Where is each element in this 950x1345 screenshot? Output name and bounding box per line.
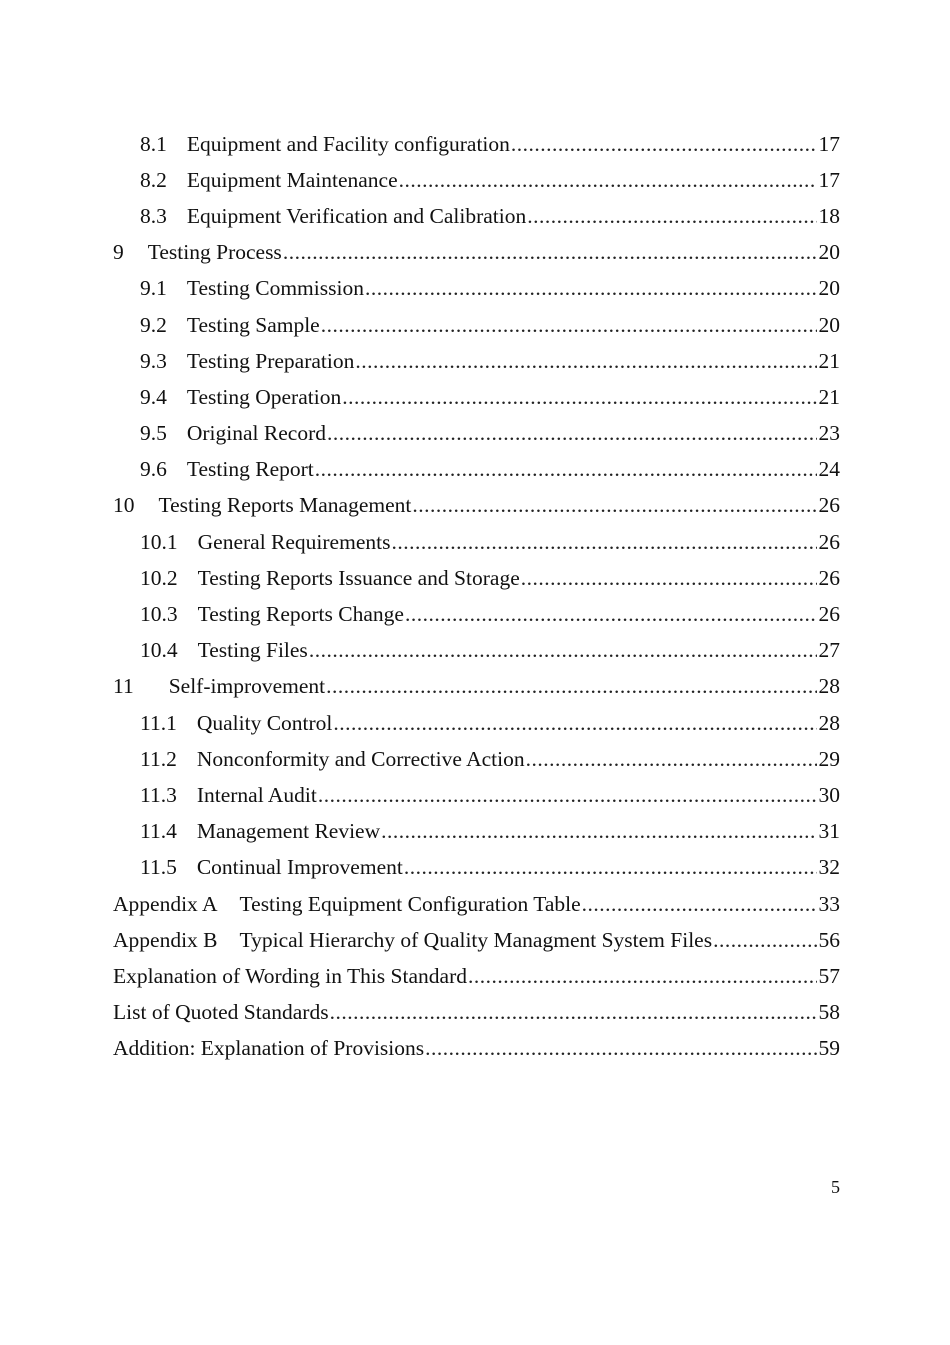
dot-leader — [309, 638, 817, 663]
table-of-contents — [113, 126, 840, 1067]
toc-entry-page: 32 — [818, 855, 840, 880]
toc-entry-title: Equipment and Facility configuration — [186, 131, 510, 156]
toc-entry-page: 21 — [818, 384, 840, 409]
dot-leader — [326, 674, 816, 699]
toc-entry-title: Testing Operation — [186, 384, 342, 409]
dot-leader — [355, 349, 816, 374]
toc-entry-number: 9.5 — [140, 421, 167, 446]
toc-entry[interactable] — [113, 488, 840, 524]
toc-entry-number: 8.2 — [140, 167, 167, 192]
dot-leader — [399, 168, 817, 193]
toc-entry-title: Typical Hierarchy of Quality Managment System Files — [239, 927, 713, 952]
dot-leader — [425, 1036, 816, 1061]
toc-entry-number: 11.2 — [140, 746, 177, 771]
toc-entry[interactable] — [113, 596, 840, 632]
toc-entry-title: Testing Process — [147, 240, 282, 265]
toc-entry[interactable] — [113, 633, 840, 669]
dot-leader — [521, 566, 817, 591]
dot-leader — [333, 711, 816, 736]
toc-entry[interactable] — [113, 814, 840, 850]
toc-entry-number: 11.1 — [140, 710, 177, 735]
toc-entry-number: 9.6 — [140, 457, 167, 482]
toc-entry[interactable] — [113, 669, 840, 705]
toc-entry-page: 58 — [818, 1000, 840, 1025]
toc-entry-title: Management Review — [196, 819, 381, 844]
dot-leader — [468, 964, 817, 989]
toc-entry-number: 9 — [113, 240, 124, 265]
toc-entry-number: 11.3 — [140, 782, 177, 807]
toc-entry-title: Testing Reports Change — [197, 602, 404, 627]
dot-leader — [526, 747, 817, 772]
toc-entry-title: Quality Control — [196, 710, 333, 735]
dot-leader — [318, 783, 817, 808]
toc-entry-title: Testing Sample — [186, 312, 320, 337]
toc-entry-page: 21 — [818, 348, 840, 373]
toc-entry-page: 26 — [818, 602, 840, 627]
toc-entry-page: 17 — [818, 131, 840, 156]
toc-entry-number: 9.3 — [140, 348, 167, 373]
toc-entry[interactable] — [113, 922, 840, 958]
dot-leader — [283, 240, 817, 265]
dot-leader — [391, 530, 816, 555]
toc-entry-page: 18 — [818, 203, 840, 228]
toc-entry-title: Testing Commission — [186, 276, 364, 301]
toc-entry-page: 26 — [818, 493, 840, 518]
toc-entry-page: 28 — [818, 710, 840, 735]
toc-entry-number: 8.3 — [140, 203, 167, 228]
toc-entry[interactable] — [113, 379, 840, 415]
dot-leader — [381, 819, 816, 844]
dot-leader — [330, 1000, 817, 1025]
toc-entry-title: Testing Reports Management — [158, 493, 412, 518]
toc-entry-title: Explanation of Wording in This Standard — [113, 963, 467, 988]
dot-leader — [511, 132, 817, 157]
dot-leader — [582, 892, 817, 917]
toc-entry-page: 17 — [818, 167, 840, 192]
toc-entry-page: 26 — [818, 529, 840, 554]
toc-entry[interactable] — [113, 1031, 840, 1067]
toc-entry[interactable] — [113, 995, 840, 1031]
toc-entry-title: Testing Reports Issuance and Storage — [197, 565, 520, 590]
toc-entry-page: 59 — [818, 1036, 840, 1061]
dot-leader — [327, 421, 817, 446]
toc-entry-number: Appendix B — [113, 927, 218, 952]
toc-entry-number: 10.2 — [140, 565, 178, 590]
toc-entry[interactable] — [113, 850, 840, 886]
toc-entry[interactable] — [113, 198, 840, 234]
page-number: 5 — [831, 1177, 840, 1197]
toc-entry-number: 10.4 — [140, 638, 178, 663]
toc-entry-number: 10 — [113, 493, 135, 518]
dot-leader — [527, 204, 816, 229]
dot-leader — [713, 928, 816, 953]
toc-entry-title: Internal Audit — [196, 782, 317, 807]
toc-entry-number: 9.4 — [140, 384, 167, 409]
toc-entry-number: 8.1 — [140, 131, 167, 156]
toc-entry-title: General Requirements — [197, 529, 391, 554]
toc-entry-page: 30 — [818, 782, 840, 807]
toc-entry[interactable] — [113, 958, 840, 994]
toc-entry-page: 24 — [818, 457, 840, 482]
toc-entry-page: 26 — [818, 565, 840, 590]
dot-leader — [412, 493, 816, 518]
toc-entry-page: 23 — [818, 421, 840, 446]
toc-entry-title: Testing Preparation — [186, 348, 355, 373]
toc-entry-page: 27 — [818, 638, 840, 663]
toc-entry-page: 28 — [818, 674, 840, 699]
dot-leader — [315, 457, 817, 482]
toc-entry-page: 29 — [818, 746, 840, 771]
toc-entry-page: 57 — [818, 963, 840, 988]
toc-entry-title: Testing Report — [186, 457, 314, 482]
dot-leader — [405, 602, 817, 627]
toc-entry-title: Testing Equipment Configuration Table — [239, 891, 581, 916]
toc-entry[interactable] — [113, 343, 840, 379]
toc-entry-number: 9.1 — [140, 276, 167, 301]
toc-entry-page: 33 — [818, 891, 840, 916]
toc-entry-number: 11.5 — [140, 855, 177, 880]
dot-leader — [342, 385, 816, 410]
toc-entry[interactable] — [113, 162, 840, 198]
toc-entry[interactable] — [113, 452, 840, 488]
toc-entry-number: Appendix A — [113, 891, 218, 916]
toc-entry-title: Testing Files — [197, 638, 308, 663]
toc-entry-title: Self-improvement — [168, 674, 326, 699]
toc-entry-title: Nonconformity and Corrective Action — [196, 746, 525, 771]
toc-entry[interactable] — [113, 416, 840, 452]
toc-entry[interactable] — [113, 235, 840, 271]
toc-entry-page: 20 — [818, 240, 840, 265]
toc-entry-page: 56 — [818, 927, 840, 952]
toc-entry[interactable] — [113, 886, 840, 922]
toc-entry-number: 10.3 — [140, 602, 178, 627]
dot-leader — [404, 855, 817, 880]
toc-entry-number: 10.1 — [140, 529, 178, 554]
toc-entry[interactable] — [113, 524, 840, 560]
toc-entry[interactable] — [113, 271, 840, 307]
toc-entry-title: Continual Improvement — [196, 855, 403, 880]
toc-entry-title: Original Record — [186, 421, 326, 446]
toc-entry[interactable] — [113, 307, 840, 343]
toc-entry-page: 20 — [818, 312, 840, 337]
toc-entry-number: 11 — [113, 674, 134, 699]
dot-leader — [321, 313, 817, 338]
dot-leader — [365, 276, 817, 301]
toc-entry[interactable] — [113, 126, 840, 162]
toc-entry-title: Addition: Explanation of Provisions — [113, 1036, 425, 1061]
toc-entry-title: Equipment Verification and Calibration — [186, 203, 527, 228]
toc-entry-page: 31 — [818, 819, 840, 844]
toc-entry-title: Equipment Maintenance — [186, 167, 398, 192]
toc-entry[interactable] — [113, 560, 840, 596]
toc-entry[interactable] — [113, 741, 840, 777]
toc-entry-number: 9.2 — [140, 312, 167, 337]
toc-entry-title: List of Quoted Standards — [113, 1000, 329, 1025]
toc-entry-page: 20 — [818, 276, 840, 301]
toc-entry-number: 11.4 — [140, 819, 177, 844]
toc-entry[interactable] — [113, 705, 840, 741]
toc-entry[interactable] — [113, 777, 840, 813]
